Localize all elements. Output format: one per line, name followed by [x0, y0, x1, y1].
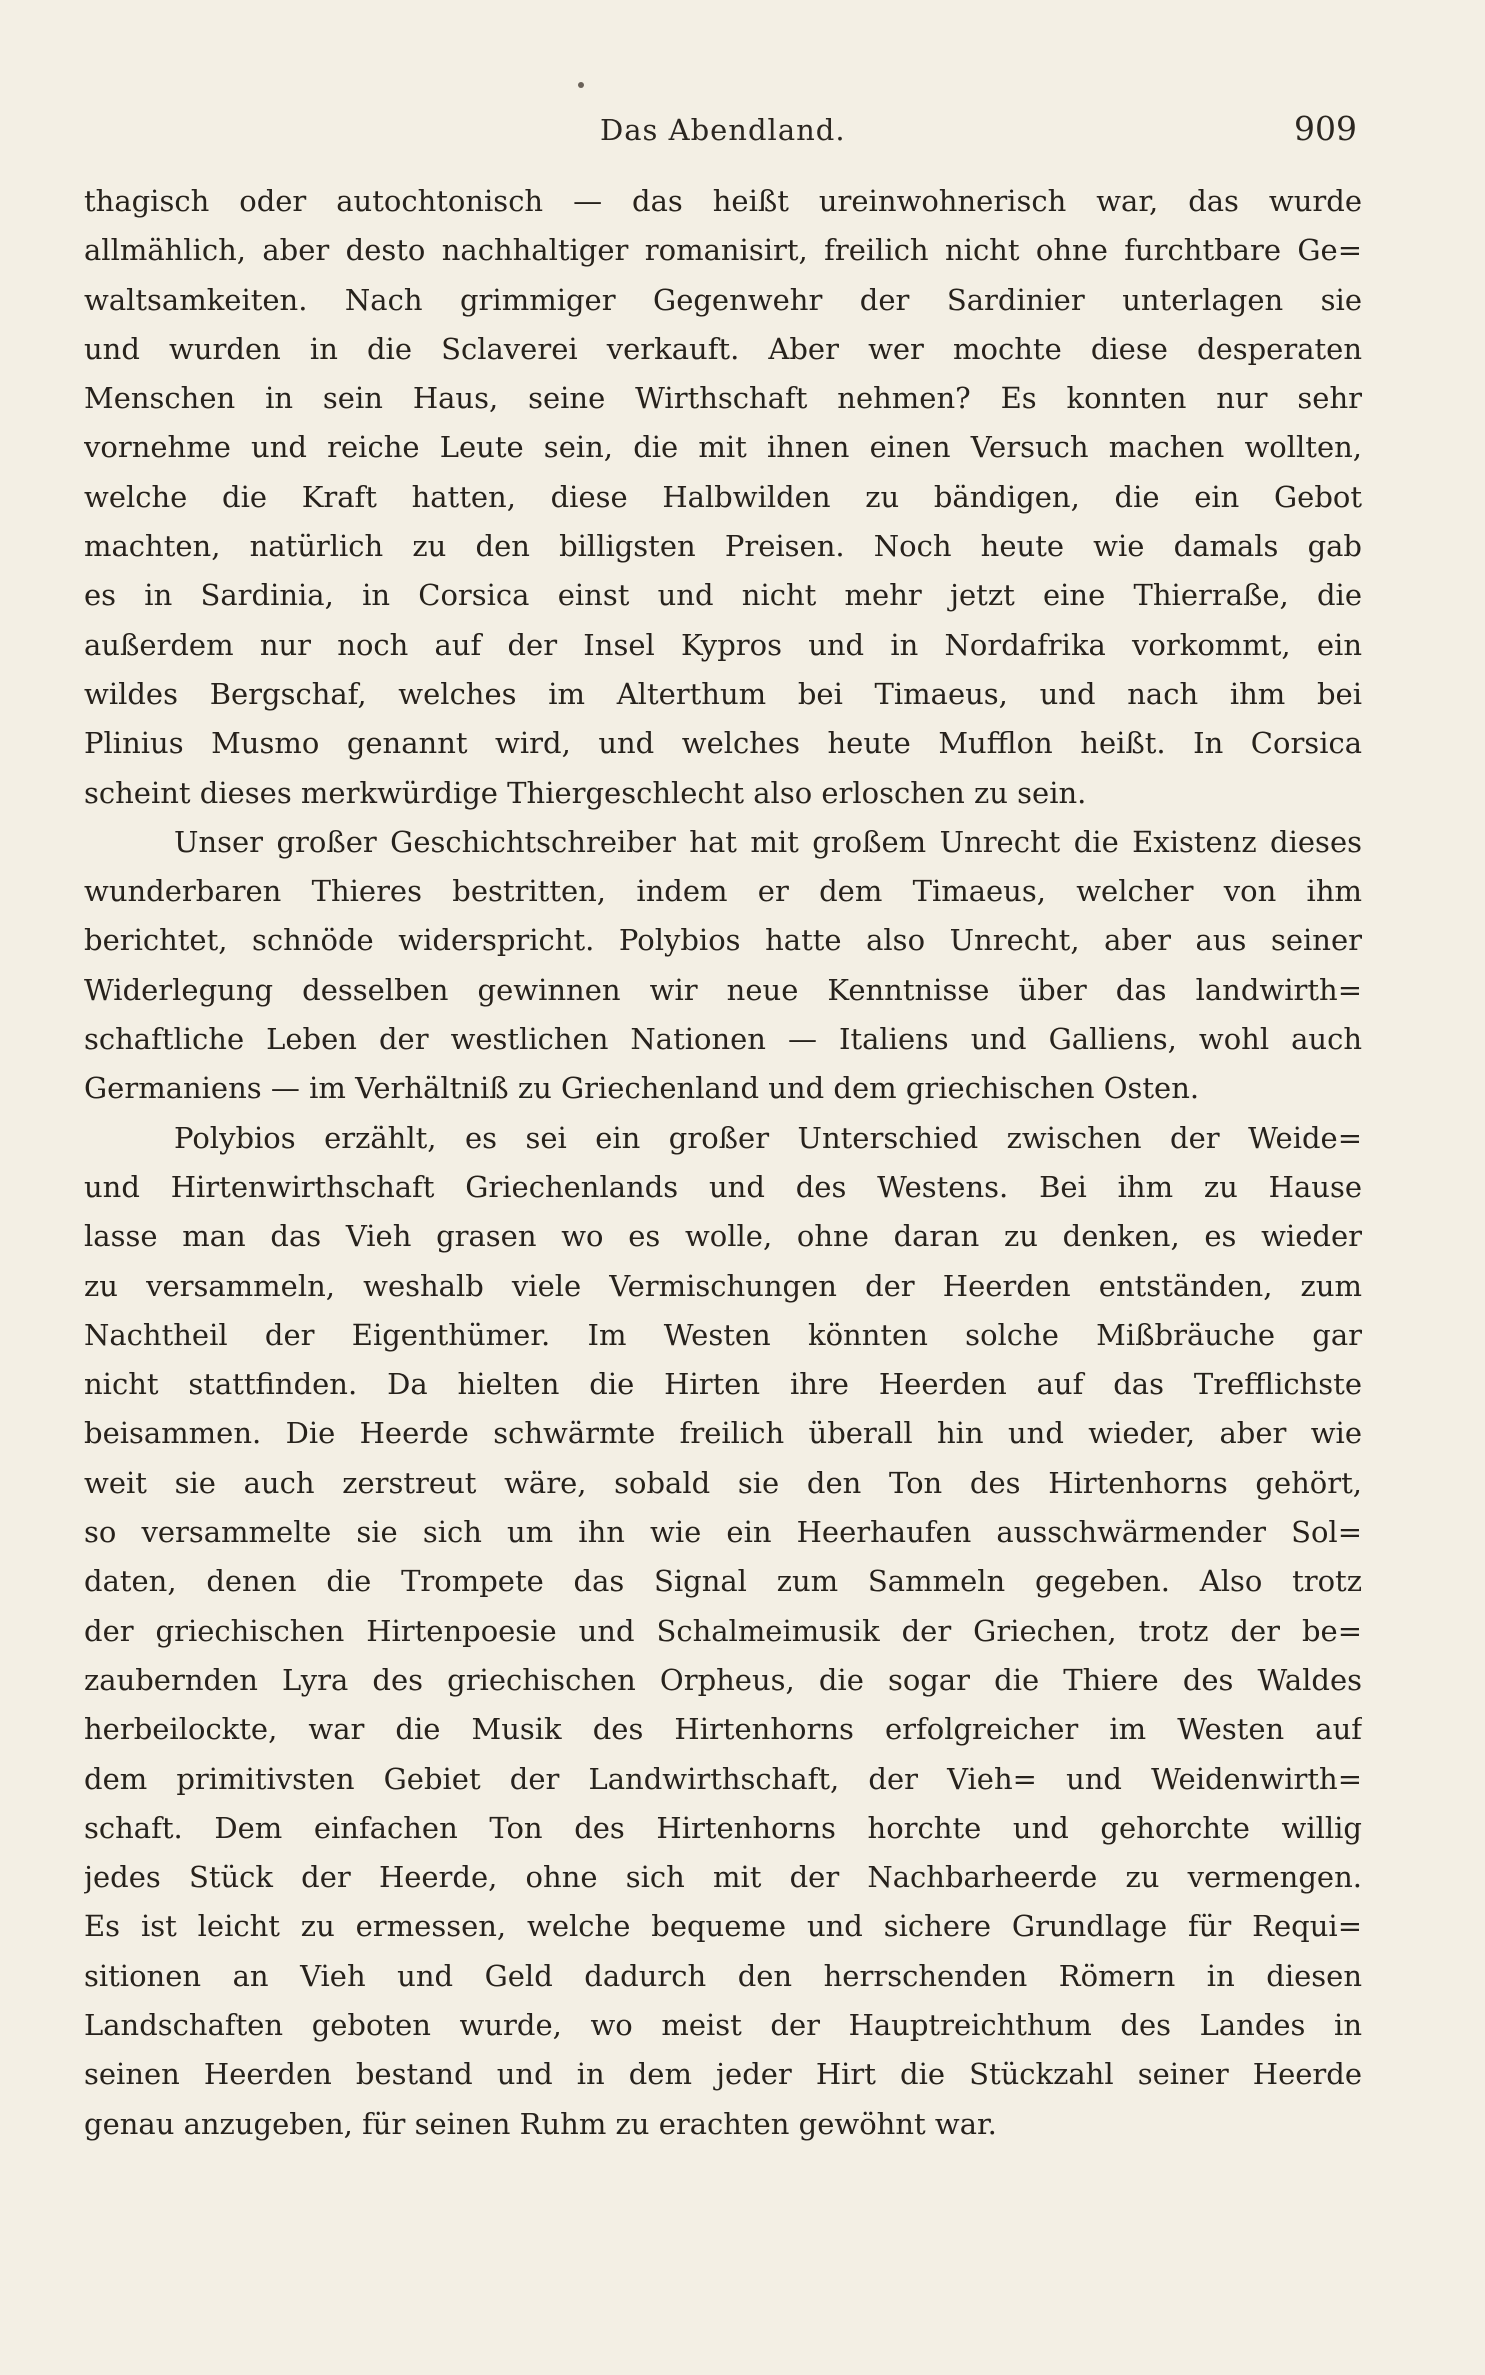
text-line: daten, denen die Trompete das Signal zum Sammeln gegeben. Also trotz	[84, 1564, 1362, 1599]
text-line: jedes Stück der Heerde, ohne sich mit der Nachbarheerde zu vermengen.	[84, 1860, 1362, 1895]
text-line: herbeilockte, war die Musik des Hirtenhorns erfolgreicher im Westen auf	[84, 1712, 1362, 1747]
text-line: und wurden in die Sclaverei verkauft. Aber wer mochte diese desperaten	[84, 331, 1362, 366]
running-title: Das Abendland.	[600, 113, 846, 147]
paragraph-1	[84, 177, 1362, 818]
text-line: schaftliche Leben der westlichen Nationen — Italiens und Galliens, wohl auch	[84, 1022, 1362, 1057]
paragraph-3	[84, 1114, 1362, 2149]
text-line: weit sie auch zerstreut wäre, sobald sie den Ton des Hirtenhorns gehört,	[84, 1465, 1362, 1500]
text-line: beisammen. Die Heerde schwärmte freilich überall hin und wieder, aber wie	[84, 1416, 1362, 1451]
text-line: berichtet, schnöde widerspricht. Polybios hatte also Unrecht, aber aus seiner	[84, 923, 1362, 958]
text-line: schaft. Dem einfachen Ton des Hirtenhorns horchte und gehorchte willig	[84, 1810, 1362, 1845]
text-line: allmählich, aber desto nachhaltiger romanisirt, freilich nicht ohne furchtbare Ge=	[84, 233, 1362, 268]
text-line: dem primitivsten Gebiet der Landwirthschaft, der Vieh= und Weidenwirth=	[84, 1761, 1362, 1796]
text-line: Es ist leicht zu ermessen, welche bequeme und sichere Grundlage für Requi=	[84, 1909, 1362, 1944]
text-line: welche die Kraft hatten, diese Halbwilden zu bändigen, die ein Gebot	[84, 479, 1362, 514]
text-line: seinen Heerden bestand und in dem jeder Hirt die Stückzahl seiner Heerde	[84, 2057, 1362, 2092]
paragraph-2	[84, 818, 1362, 1114]
text-line: Nachtheil der Eigenthümer. Im Westen könnten solche Mißbräuche gar	[84, 1317, 1362, 1352]
text-line: Widerlegung desselben gewinnen wir neue Kenntnisse über das landwirth=	[84, 972, 1362, 1007]
text-line: so versammelte sie sich um ihn wie ein Heerhaufen ausschwärmender Sol=	[84, 1515, 1362, 1550]
text-line: zu versammeln, weshalb viele Vermischungen der Heerden entständen, zum	[84, 1268, 1362, 1303]
text-line: thagisch oder autochtonisch — das heißt ureinwohnerisch war, das wurde	[84, 184, 1362, 218]
page-number: 909	[1294, 109, 1357, 148]
text-line: scheint dieses merkwürdige Thiergeschlecht also erloschen zu sein.	[84, 775, 1087, 810]
text-line: waltsamkeiten. Nach grimmiger Gegenwehr der Sardinier unterlagen sie	[84, 282, 1362, 317]
text-line: es in Sardinia, in Corsica einst und nicht mehr jetzt eine Thierraße, die	[84, 578, 1362, 613]
ink-dot	[578, 82, 584, 88]
body-text	[84, 177, 1362, 2149]
text-line: vornehme und reiche Leute sein, die mit ihnen einen Versuch machen wollten,	[84, 430, 1362, 465]
text-line: Plinius Musmo genannt wird, und welches heute Mufflon heißt. In Corsica	[84, 726, 1362, 761]
text-line: wunderbaren Thieres bestritten, indem er dem Timaeus, welcher von ihm	[84, 874, 1362, 909]
text-line: zaubernden Lyra des griechischen Orpheus, die sogar die Thiere des Waldes	[84, 1662, 1362, 1697]
text-line: wildes Bergschaf, welches im Alterthum bei Timaeus, und nach ihm bei	[84, 676, 1362, 711]
text-line: Germaniens — im Verhältniß zu Griechenland und dem griechischen Osten.	[84, 1071, 1200, 1106]
text-line: Polybios erzählt, es sei ein großer Unterschied zwischen der Weide=	[174, 1120, 1362, 1155]
text-line: und Hirtenwirthschaft Griechenlands und des Westens. Bei ihm zu Hause	[84, 1169, 1362, 1204]
text-line: außerdem nur noch auf der Insel Kypros und in Nordafrika vorkommt, ein	[84, 627, 1362, 662]
text-line: sitionen an Vieh und Geld dadurch den herrschenden Römern in diesen	[84, 1958, 1362, 1993]
text-line: Unser großer Geschichtschreiber hat mit großem Unrecht die Existenz dieses	[174, 824, 1362, 859]
text-line: der griechischen Hirtenpoesie und Schalmeimusik der Griechen, trotz der be=	[84, 1613, 1362, 1648]
text-line: lasse man das Vieh grasen wo es wolle, ohne daran zu denken, es wieder	[84, 1219, 1362, 1254]
text-line: Menschen in sein Haus, seine Wirthschaft nehmen? Es konnten nur sehr	[84, 381, 1362, 416]
text-line: genau anzugeben, für seinen Ruhm zu erachten gewöhnt war.	[84, 2106, 997, 2141]
text-line: machten, natürlich zu den billigsten Preisen. Noch heute wie damals gab	[84, 529, 1362, 564]
text-line: Landschaften geboten wurde, wo meist der Hauptreichthum des Landes in	[84, 2007, 1362, 2042]
text-line: nicht stattfinden. Da hielten die Hirten ihre Heerden auf das Trefflichste	[84, 1367, 1362, 1402]
page-header	[0, 105, 1485, 155]
